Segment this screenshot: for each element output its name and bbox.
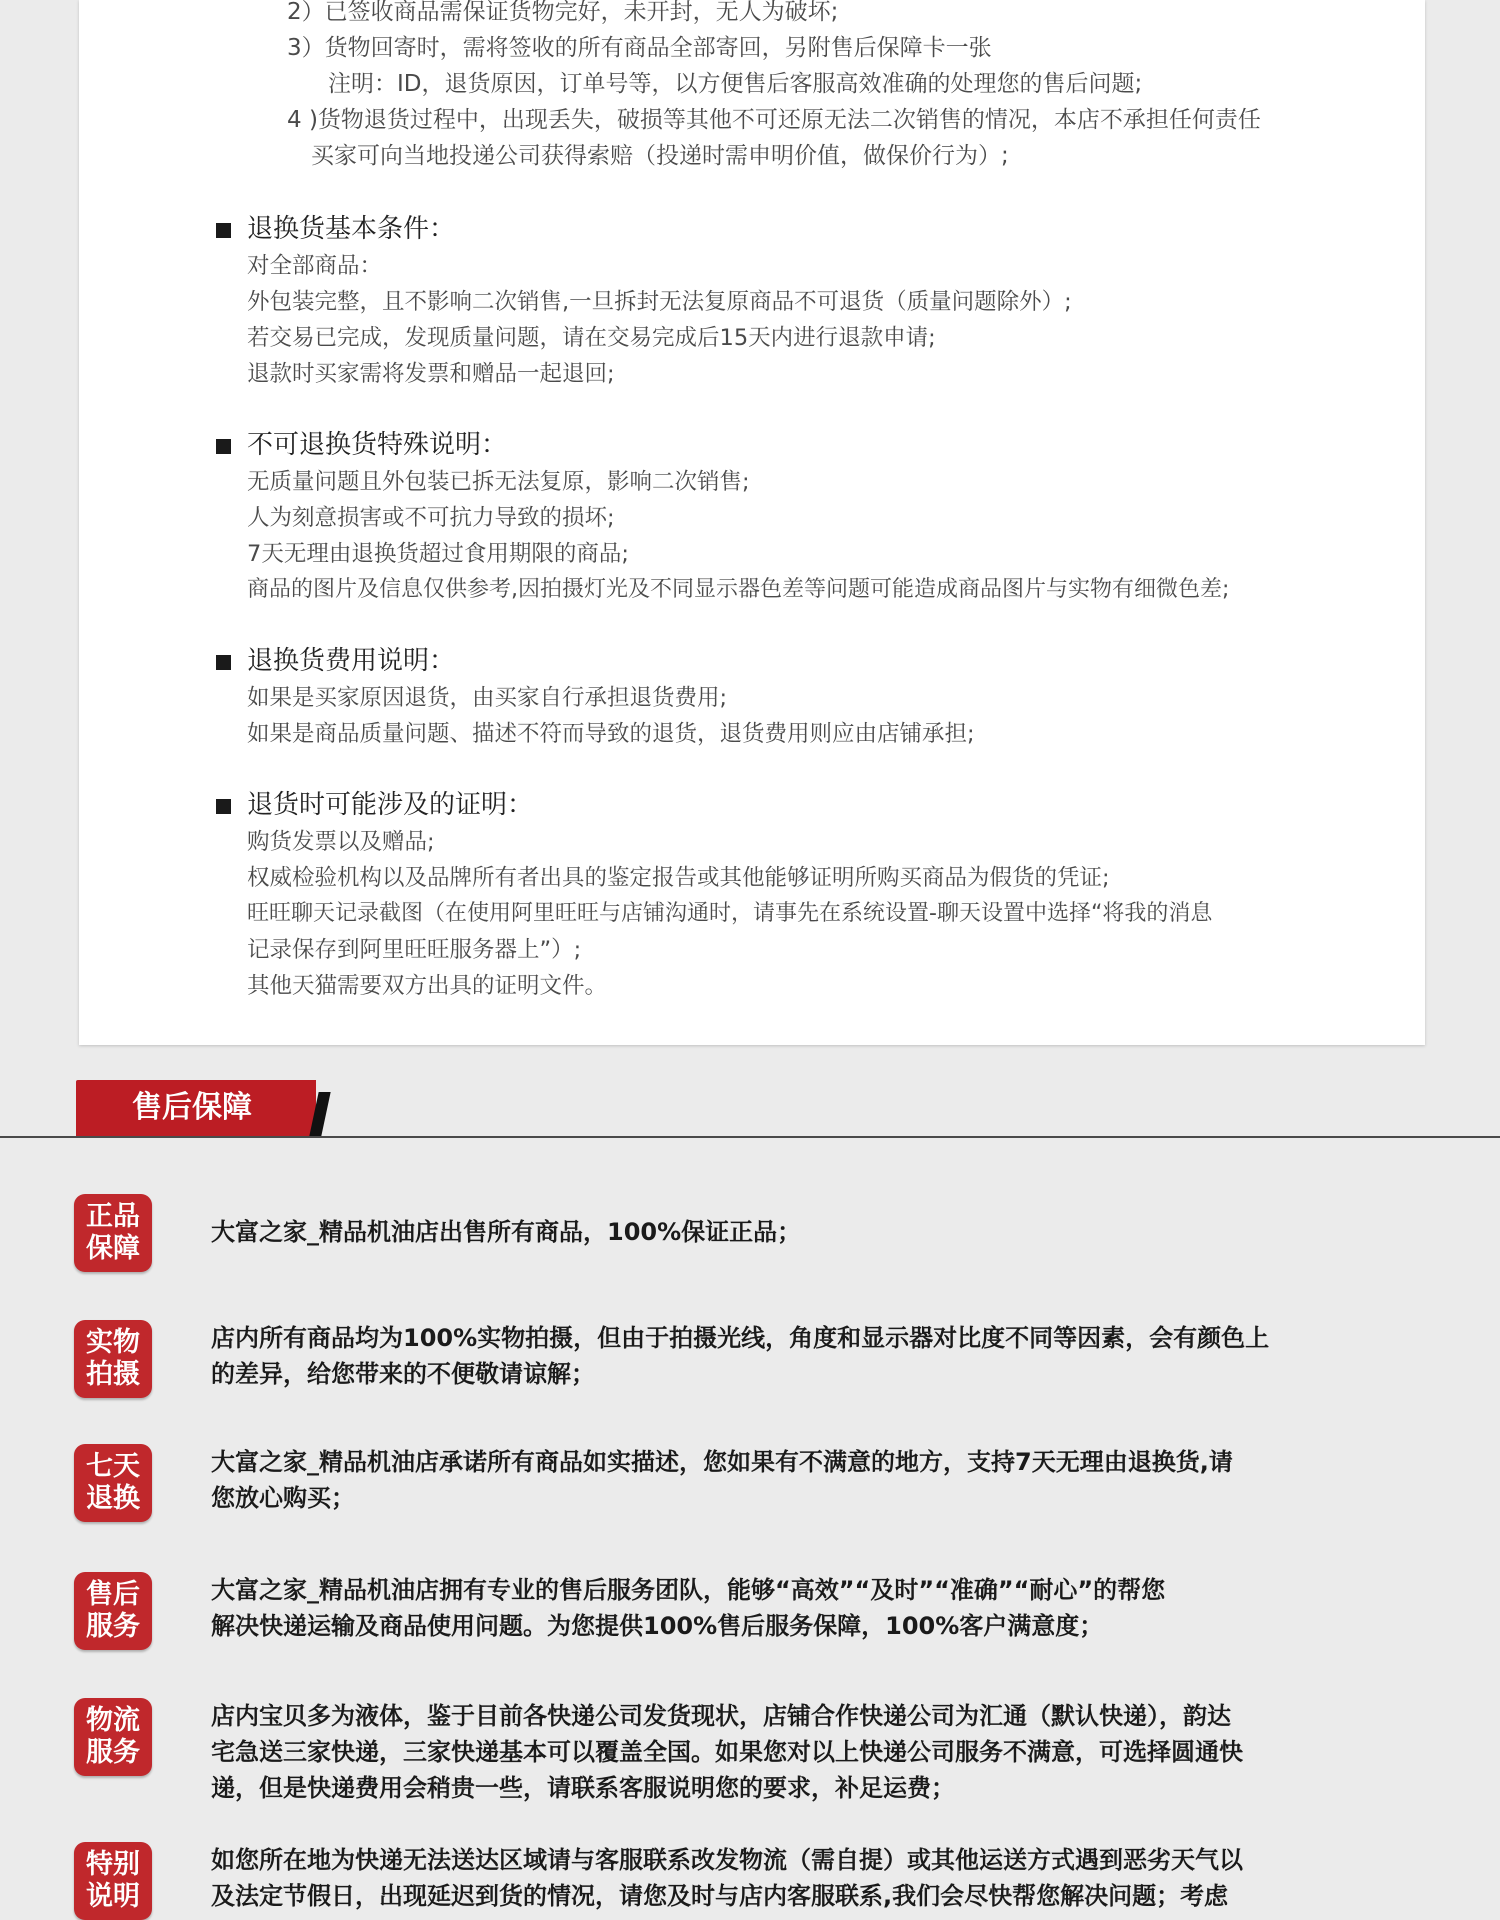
section-line: 若交易已完成，发现质量问题，请在交易完成后15天内进行退款申请; <box>247 325 936 351</box>
guarantee-text <box>211 1214 1426 1250</box>
section-line: 如果是买家原因退货，由买家自行承担退货费用; <box>247 685 728 711</box>
badge-text: 正品 <box>86 1201 140 1232</box>
section-title: 不可退换货特殊说明： <box>247 430 508 460</box>
badge-text: 七天 <box>86 1451 140 1482</box>
square-bullet-icon <box>216 655 231 670</box>
section-title: 退货时可能涉及的证明： <box>247 790 534 820</box>
section-line: 无质量问题且外包装已拆无法复原，影响二次销售; <box>247 469 750 495</box>
return-policy-card <box>79 0 1425 1045</box>
guarantee-line: 如您所在地为快递无法送达区域请与客服联系改发物流（需自提）或其他运送方式遇到恶劣天气以 <box>211 1846 1243 1874</box>
guarantee-line: 及法定节假日，出现延迟到货的情况，请您及时与店内客服联系,我们会尽快帮您解决问题；考虑 <box>211 1882 1229 1910</box>
real-photo-badge-icon <box>74 1320 152 1398</box>
section-return-proofs <box>247 786 1397 1004</box>
special-note-badge-icon <box>74 1842 152 1920</box>
section-non-returnable <box>247 426 1397 608</box>
guarantee-line: 大富之家_精品机油店承诺所有商品如实描述，您如果有不满意的地方，支持7天无理由退换货,请 <box>211 1448 1233 1476</box>
guarantee-line: 大富之家_精品机油店出售所有商品，100%保证正品； <box>211 1218 802 1246</box>
badge-text: 服务 <box>86 1737 140 1768</box>
section-line: 7天无理由退换货超过食用期限的商品; <box>247 541 629 567</box>
guarantee-line: 的差异，给您带来的不便敬请谅解； <box>211 1360 595 1388</box>
guarantee-text <box>211 1842 1426 1914</box>
authentic-badge-icon <box>74 1194 152 1272</box>
section-heading <box>247 210 1397 248</box>
section-line: 旺旺聊天记录截图（在使用阿里旺旺与店铺沟通时，请事先在系统设置-聊天设置中选择“将我的消息 <box>247 901 1213 926</box>
section-line: 人为刻意损害或不可抗力导致的损坏; <box>247 505 615 531</box>
section-line: 其他天猫需要双方出具的证明文件。 <box>247 973 608 999</box>
guarantee-line: 解决快递运输及商品使用问题。为您提供100%售后服务保障，100%客户满意度； <box>211 1612 1104 1640</box>
badge-text: 服务 <box>86 1611 140 1642</box>
badge-text: 特别 <box>86 1849 140 1880</box>
guarantee-line: 店内所有商品均为100%实物拍摄，但由于拍摄光线，角度和显示器对比度不同等因素，会有颜色上 <box>211 1324 1270 1352</box>
guarantee-text <box>211 1572 1426 1644</box>
badge-text: 实物 <box>86 1327 140 1358</box>
intro-line: 买家可向当地投递公司获得索赔（投递时需申明价值，做保价行为）; <box>311 143 1009 169</box>
section-heading <box>247 642 1397 680</box>
section-line: 如果是商品质量问题、描述不符而导致的退货，退货费用则应由店铺承担; <box>247 721 975 747</box>
section-line: 权威检验机构以及品牌所有者出具的鉴定报告或其他能够证明所购买商品为假货的凭证; <box>247 865 1110 891</box>
section-title: 退换货基本条件： <box>247 214 456 244</box>
square-bullet-icon <box>216 439 231 454</box>
badge-text: 拍摄 <box>86 1359 140 1390</box>
square-bullet-icon <box>216 223 231 238</box>
after-sales-banner: 售后保障 <box>76 1080 316 1136</box>
section-line: 外包装完整，且不影响二次销售,一旦拆封无法复原商品不可退货（质量问题除外）; <box>247 289 1072 315</box>
after-sales-badge-icon <box>74 1572 152 1650</box>
section-return-fees <box>247 642 1397 752</box>
guarantee-line: 递，但是快递费用会稍贵一些，请联系客服说明您的要求，补足运费； <box>211 1774 955 1802</box>
square-bullet-icon <box>216 799 231 814</box>
section-heading <box>247 786 1397 824</box>
badge-text: 保障 <box>86 1233 140 1264</box>
section-line: 对全部商品： <box>247 253 383 279</box>
badge-text: 售后 <box>86 1579 140 1610</box>
section-line: 商品的图片及信息仅供参考,因拍摄灯光及不同显示器色差等问题可能造成商品图片与实物有细微色差; <box>247 577 1230 602</box>
guarantee-text <box>211 1444 1426 1516</box>
section-basic-conditions <box>247 210 1397 392</box>
divider <box>0 1136 1500 1138</box>
section-line: 记录保存到阿里旺旺服务器上”）; <box>247 937 582 963</box>
guarantee-line: 大富之家_精品机油店拥有专业的售后服务团队，能够“高效”“及时”“准确”“耐心”的帮您 <box>211 1576 1166 1604</box>
intro-line: 注明：ID，退货原因，订单号等，以方便售后客服高效准确的处理您的售后问题; <box>328 71 1143 97</box>
guarantee-line: 宅急送三家快递，三家快递基本可以覆盖全国。如果您对以上快递公司服务不满意，可选择圆通快 <box>211 1738 1243 1766</box>
badge-text: 物流 <box>86 1705 140 1736</box>
guarantee-text <box>211 1320 1426 1392</box>
section-heading <box>247 426 1397 464</box>
section-line: 购货发票以及赠品; <box>247 829 435 855</box>
section-line: 退款时买家需将发票和赠品一起退回; <box>247 361 615 387</box>
badge-text: 说明 <box>86 1881 140 1912</box>
intro-line: 3）货物回寄时，需将签收的所有商品全部寄回，另附售后保障卡一张 <box>287 35 992 61</box>
logistics-badge-icon <box>74 1698 152 1776</box>
section-title: 退换货费用说明： <box>247 646 456 676</box>
intro-line: 2）已签收商品需保证货物完好，未开封，无人为破坏; <box>287 0 839 25</box>
seven-day-badge-icon <box>74 1444 152 1522</box>
guarantee-line: 店内宝贝多为液体，鉴于目前各快递公司发货现状，店铺合作快递公司为汇通（默认快递），韵达 <box>211 1702 1231 1730</box>
intro-line: 4 )货物退货过程中，出现丢失，破损等其他不可还原无法二次销售的情况，本店不承担任何责任 <box>287 107 1261 133</box>
badge-text: 退换 <box>86 1483 140 1514</box>
guarantee-line: 您放心购买； <box>211 1484 355 1512</box>
guarantee-text <box>211 1698 1426 1806</box>
